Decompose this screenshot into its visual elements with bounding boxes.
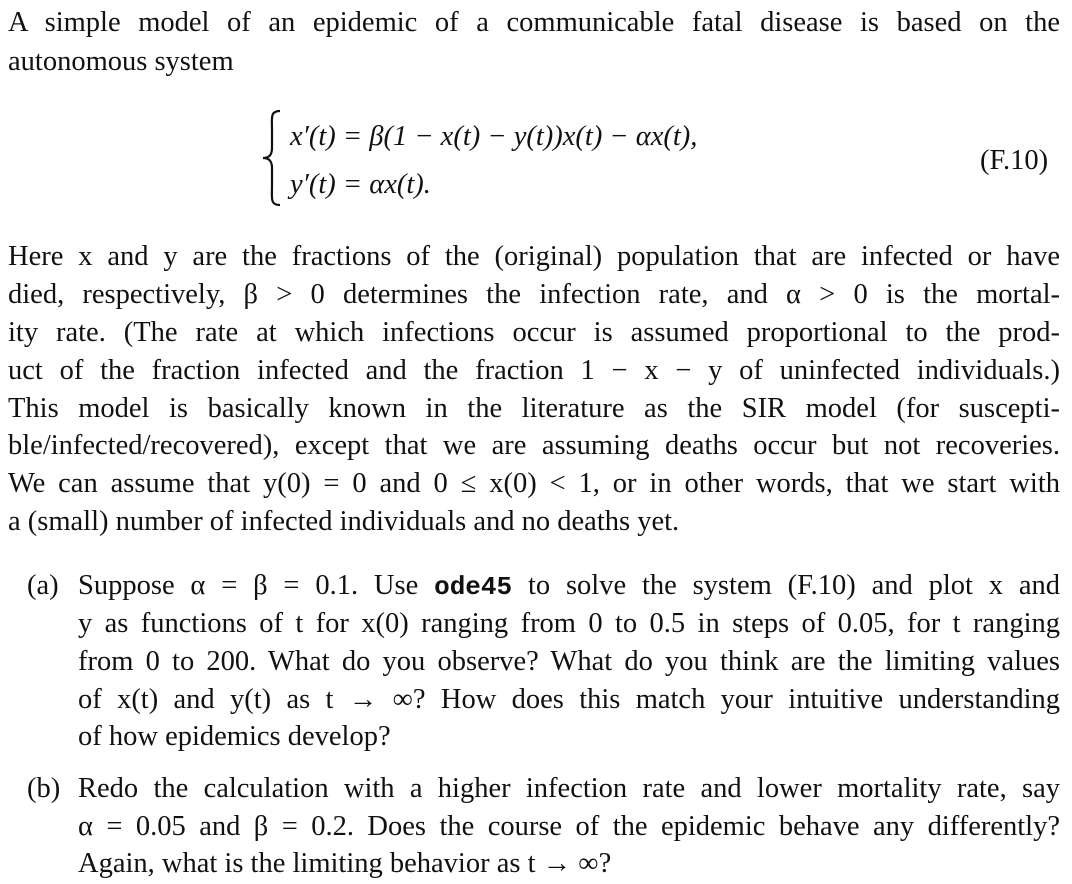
paragraph-line-8: a (small) number of infected individuals and no deaths yet.	[8, 506, 680, 537]
equation-tag: (F.10)	[980, 145, 1049, 176]
part-a-line-4: of x(t) and y(t) as t → ∞? How does this match your intuitive understanding	[78, 684, 1060, 715]
part-a-line-5: of how epidemics develop?	[78, 721, 391, 752]
equation-x-prime: x′(t) = β(1 − x(t) − y(t))x(t) − αx(t),	[290, 121, 698, 152]
intro-line-1: A simple model of an epidemic of a communicable fatal disease is based on the	[8, 7, 1060, 38]
part-a-line-1-post: to solve the system (F.10) and plot x and	[512, 570, 1060, 601]
part-a-label: (a)	[27, 570, 59, 601]
part-b-label: (b)	[27, 773, 61, 804]
paragraph-line-4: uct of the fraction infected and the fraction 1 − x − y of uninfected individuals.)	[8, 355, 1060, 386]
part-a-line-1-pre: Suppose α = β = 0.1. Use	[78, 570, 435, 601]
part-a-line-1	[78, 569, 1060, 604]
paragraph-line-5: This model is basically known in the literature as the SIR model (for suscepti-	[8, 393, 1060, 424]
ode45-code: ode45	[434, 572, 513, 602]
part-a-line-2: y as functions of t for x(0) ranging from 0 to 0.5 in steps of 0.05, for t ranging	[78, 608, 1060, 639]
part-b-line-2: α = 0.05 and β = 0.2. Does the course of the epidemic behave any differently?	[78, 811, 1060, 842]
left-brace	[260, 108, 284, 208]
paragraph-line-1: Here x and y are the fractions of the (original) population that are infected or have	[8, 241, 1060, 272]
paragraph-line-7: We can assume that y(0) = 0 and 0 ≤ x(0) < 1, or in other words, that we start with	[8, 468, 1060, 499]
paragraph-line-2: died, respectively, β > 0 determines the infection rate, and α > 0 is the mortal-	[8, 279, 1060, 310]
part-a-line-3: from 0 to 200. What do you observe? What do you think are the limiting values	[78, 646, 1060, 677]
equation-y-prime: y′(t) = αx(t).	[290, 169, 431, 200]
part-b-line-1: Redo the calculation with a higher infection rate and lower mortality rate, say	[78, 773, 1060, 804]
part-b-line-3: Again, what is the limiting behavior as t → ∞?	[78, 848, 612, 879]
paragraph-line-3: ity rate. (The rate at which infections occur is assumed proportional to the prod-	[8, 317, 1060, 348]
paragraph-line-6: ble/infected/recovered), except that we are assuming deaths occur but not recoveries.	[8, 430, 1060, 461]
intro-line-2: autonomous system	[8, 46, 234, 77]
